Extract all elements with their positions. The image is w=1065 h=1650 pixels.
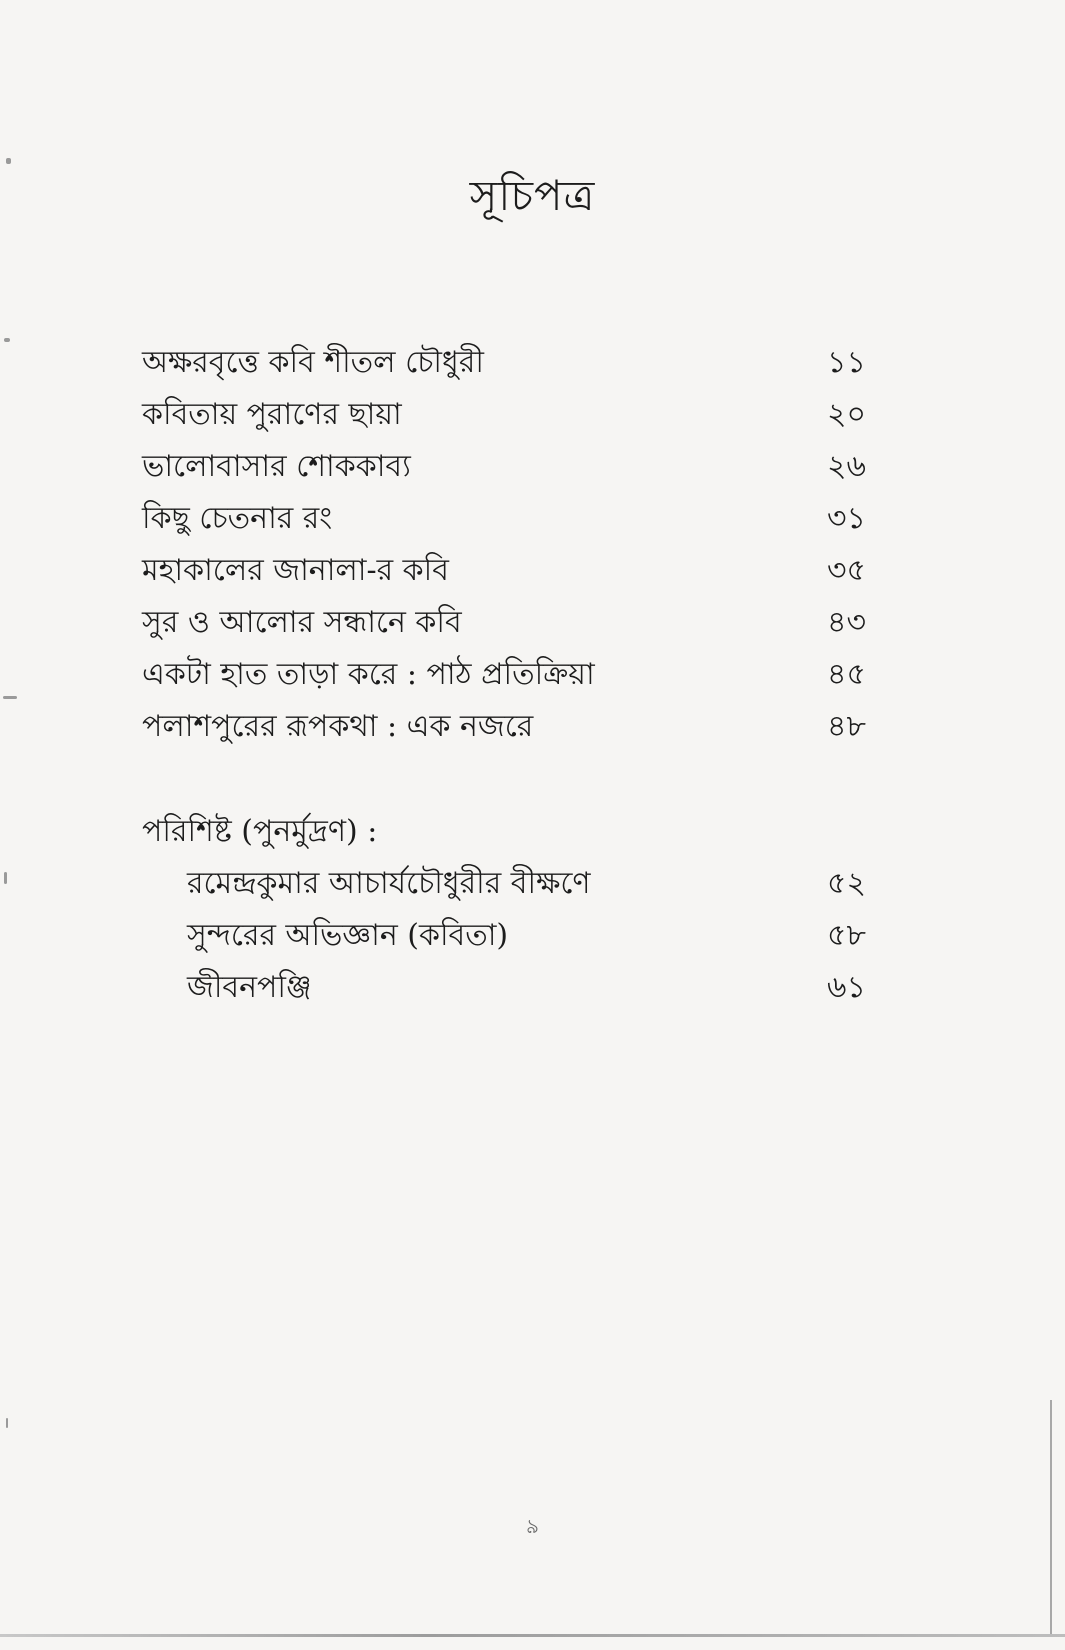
- toc-entry: [142, 597, 887, 649]
- appendix-entry: [142, 910, 887, 962]
- toc-entry-page: ১১: [827, 345, 866, 380]
- appendix-entry: [142, 858, 887, 910]
- scan-speck: [6, 1418, 8, 1428]
- toc-entry-page: ৪৩: [827, 605, 866, 640]
- toc-entry-title: একটা হাত তাড়া করে : পাঠ প্রতিক্রিয়া: [142, 657, 595, 692]
- toc-entry: [142, 493, 887, 545]
- scan-edge-line: [1050, 1400, 1052, 1636]
- toc-entry-page: ৩১: [827, 501, 866, 536]
- toc-entry: [142, 545, 887, 597]
- scan-speck: [4, 872, 7, 884]
- toc-entry-page: ৩৫: [827, 553, 866, 588]
- appendix-entry: [142, 962, 887, 1014]
- toc-entry-title: সুর ও আলোর সন্ধানে কবি: [142, 605, 462, 640]
- appendix-section: [142, 806, 887, 1014]
- toc-entry: [142, 389, 887, 441]
- appendix-entry-page: ৫২: [827, 866, 866, 901]
- toc-entry-page: ৪৮: [827, 709, 866, 744]
- toc-entry-title: অক্ষরবৃত্তে কবি শীতল চৌধুরী: [142, 345, 484, 380]
- toc-entry-title: ভালোবাসার শোককাব্য: [142, 449, 411, 484]
- appendix-entry-page: ৫৮: [827, 918, 866, 953]
- toc-entry-page: ২০: [827, 397, 867, 432]
- toc-entry: [142, 649, 887, 701]
- toc-entry: [142, 337, 887, 389]
- scan-speck: [4, 338, 10, 342]
- toc-entry-title: মহাকালের জানালা-র কবি: [142, 553, 449, 588]
- toc-entry-page: ৪৫: [827, 657, 866, 692]
- toc-entry: [142, 701, 887, 753]
- appendix-heading: পরিশিষ্ট (পুনর্মুদ্রণ) :: [142, 814, 378, 849]
- scan-speck: [6, 158, 11, 164]
- page-title: সূচিপত্র: [469, 171, 596, 220]
- appendix-entry-title: সুন্দরের অভিজ্ঞান (কবিতা): [187, 918, 509, 953]
- appendix-entry-title: জীবনপঞ্জি: [187, 970, 312, 1005]
- appendix-entry-title: রমেন্দ্রকুমার আচার্যচৌধুরীর বীক্ষণে: [187, 866, 591, 901]
- toc-list: [142, 337, 887, 753]
- toc-entry: [142, 441, 887, 493]
- scan-edge-line: [0, 1634, 1065, 1637]
- appendix-entry-page: ৬১: [827, 970, 866, 1005]
- toc-entry-title: পলাশপুরের রূপকথা : এক নজরে: [142, 709, 534, 744]
- scan-speck: [3, 696, 17, 699]
- toc-entry-page: ২৬: [827, 449, 867, 484]
- toc-entry-title: কিছু চেতনার রং: [142, 501, 333, 536]
- page-number: ৯: [526, 1514, 539, 1538]
- toc-entry-title: কবিতায় পুরাণের ছায়া: [142, 397, 402, 432]
